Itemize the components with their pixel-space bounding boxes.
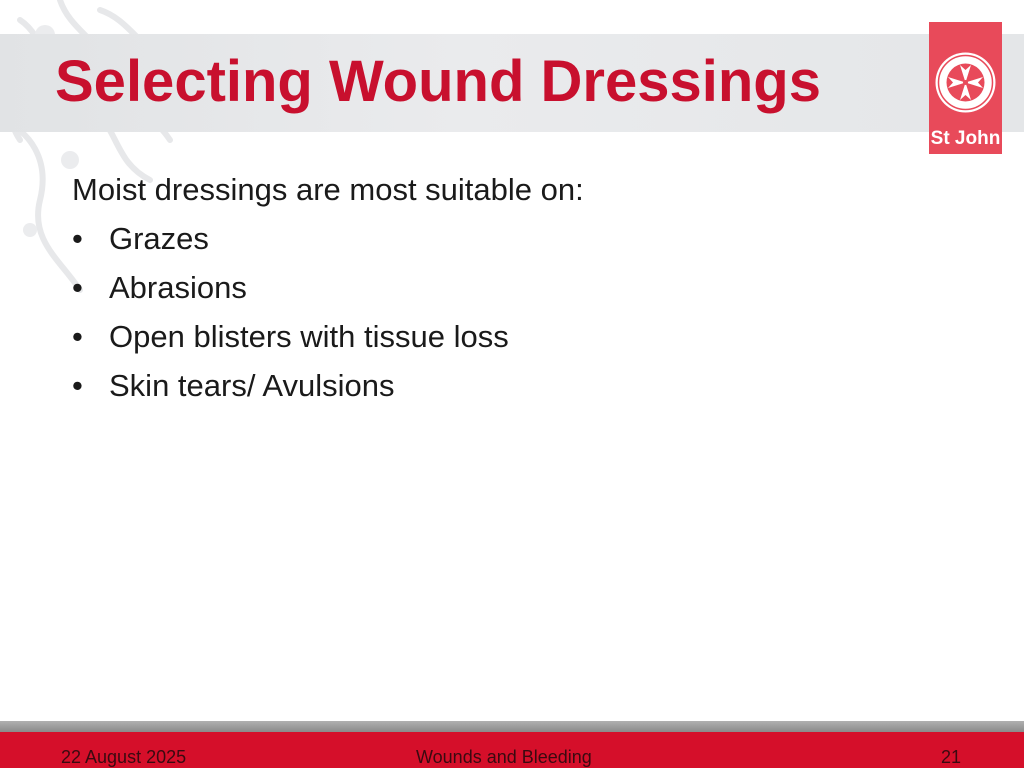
- list-item: [72, 312, 952, 361]
- bullet-icon: •: [72, 270, 83, 305]
- logo-wordmark: St John: [930, 128, 1001, 149]
- maltese-cross-icon: [934, 51, 997, 114]
- footer-date: 22 August 2025: [61, 747, 187, 767]
- list-item: [72, 263, 952, 312]
- slide-body: [72, 165, 952, 410]
- footer-divider: [0, 721, 1024, 732]
- footer-title: Wounds and Bleeding: [416, 747, 592, 767]
- page-number: 21: [941, 747, 962, 767]
- bullet-text: Abrasions: [109, 270, 247, 305]
- bullet-list: [72, 214, 952, 410]
- list-item: [72, 214, 952, 263]
- bullet-icon: •: [72, 319, 83, 354]
- slide-footer: [0, 732, 1024, 768]
- bullet-text: Open blisters with tissue loss: [109, 319, 509, 354]
- bullet-icon: •: [72, 221, 83, 256]
- slide-title: Selecting Wound Dressings: [55, 49, 821, 114]
- intro-text: Moist dressings are most suitable on:: [72, 172, 584, 207]
- bullet-text: Grazes: [109, 221, 209, 256]
- bullet-text: Skin tears/ Avulsions: [109, 368, 395, 403]
- st-john-logo: [929, 22, 1002, 154]
- bullet-icon: •: [72, 368, 83, 403]
- list-item: [72, 361, 952, 410]
